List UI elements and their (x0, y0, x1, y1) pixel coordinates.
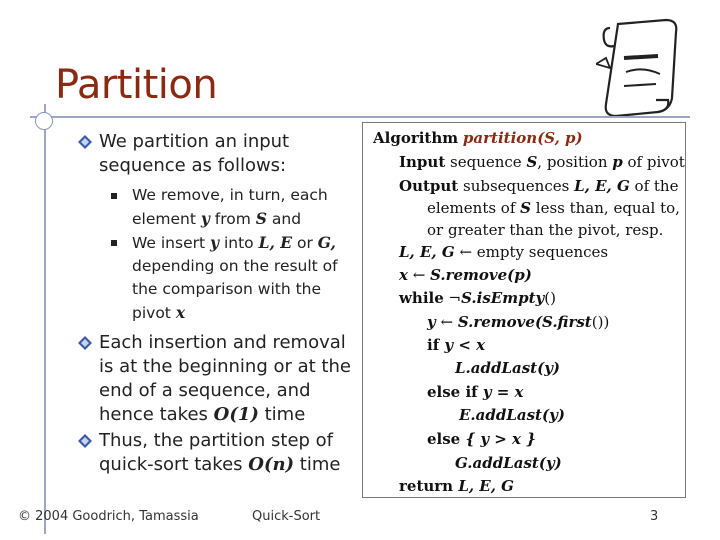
footer-copyright: © 2004 Goodrich, Tamassia (18, 509, 199, 524)
diamond-bullet-icon (78, 336, 92, 350)
algorithm-box (362, 122, 686, 498)
algo-line: return L, E, G (399, 477, 514, 495)
footer-topic: Quick-Sort (252, 509, 321, 524)
algo-line: L.addLast(y) (455, 359, 561, 377)
algo-line: Output subsequences L, E, G of the (399, 177, 679, 195)
algo-line: or greater than the pivot, resp. (427, 221, 664, 239)
side-rule (44, 104, 46, 534)
algo-line: y ← S.remove(S.first()) (427, 313, 610, 331)
algo-line: G.addLast(y) (455, 454, 562, 472)
algo-line: while ¬S.isEmpty() (399, 289, 556, 307)
algo-line: x ← S.remove(p) (399, 266, 532, 284)
algo-line: L, E, G ← empty sequences (399, 243, 609, 261)
footer-page-number: 3 (650, 509, 659, 524)
title-rule (30, 116, 690, 118)
algo-line: E.addLast(y) (459, 406, 565, 424)
bullet-text: We partition an input sequence as follows: (99, 131, 290, 176)
square-bullet-icon (111, 193, 117, 199)
algo-line: elements of S less than, equal to, (427, 199, 680, 217)
bullet-list (78, 130, 358, 479)
bullet-item: Each insertion and removal is at the beginning or at the end of a sequence, and hence takes O(1) time (78, 331, 358, 427)
scroll-icon (596, 18, 692, 118)
diamond-bullet-icon (78, 434, 92, 448)
bullet-item (78, 130, 358, 178)
diamond-bullet-icon (78, 135, 92, 149)
square-bullet-icon (111, 240, 117, 246)
rule-ornament (35, 112, 53, 130)
subbullet-item: We insert y into L, E or G, depending on the result of the comparison with the pivot x (78, 231, 358, 325)
algo-line: if y < x (427, 336, 486, 354)
algo-line: else if y = x (427, 383, 524, 401)
algo-header: Algorithm partition(S, p) (373, 129, 583, 147)
slide-title: Partition (55, 62, 218, 108)
algo-line: else { y > x } (427, 430, 536, 448)
subbullet-item: We remove, in turn, each element y from S and (78, 184, 358, 231)
algo-line: Input sequence S, position p of pivot (399, 153, 685, 171)
bullet-item: Thus, the partition step of quick-sort takes O(n) time (78, 429, 358, 477)
